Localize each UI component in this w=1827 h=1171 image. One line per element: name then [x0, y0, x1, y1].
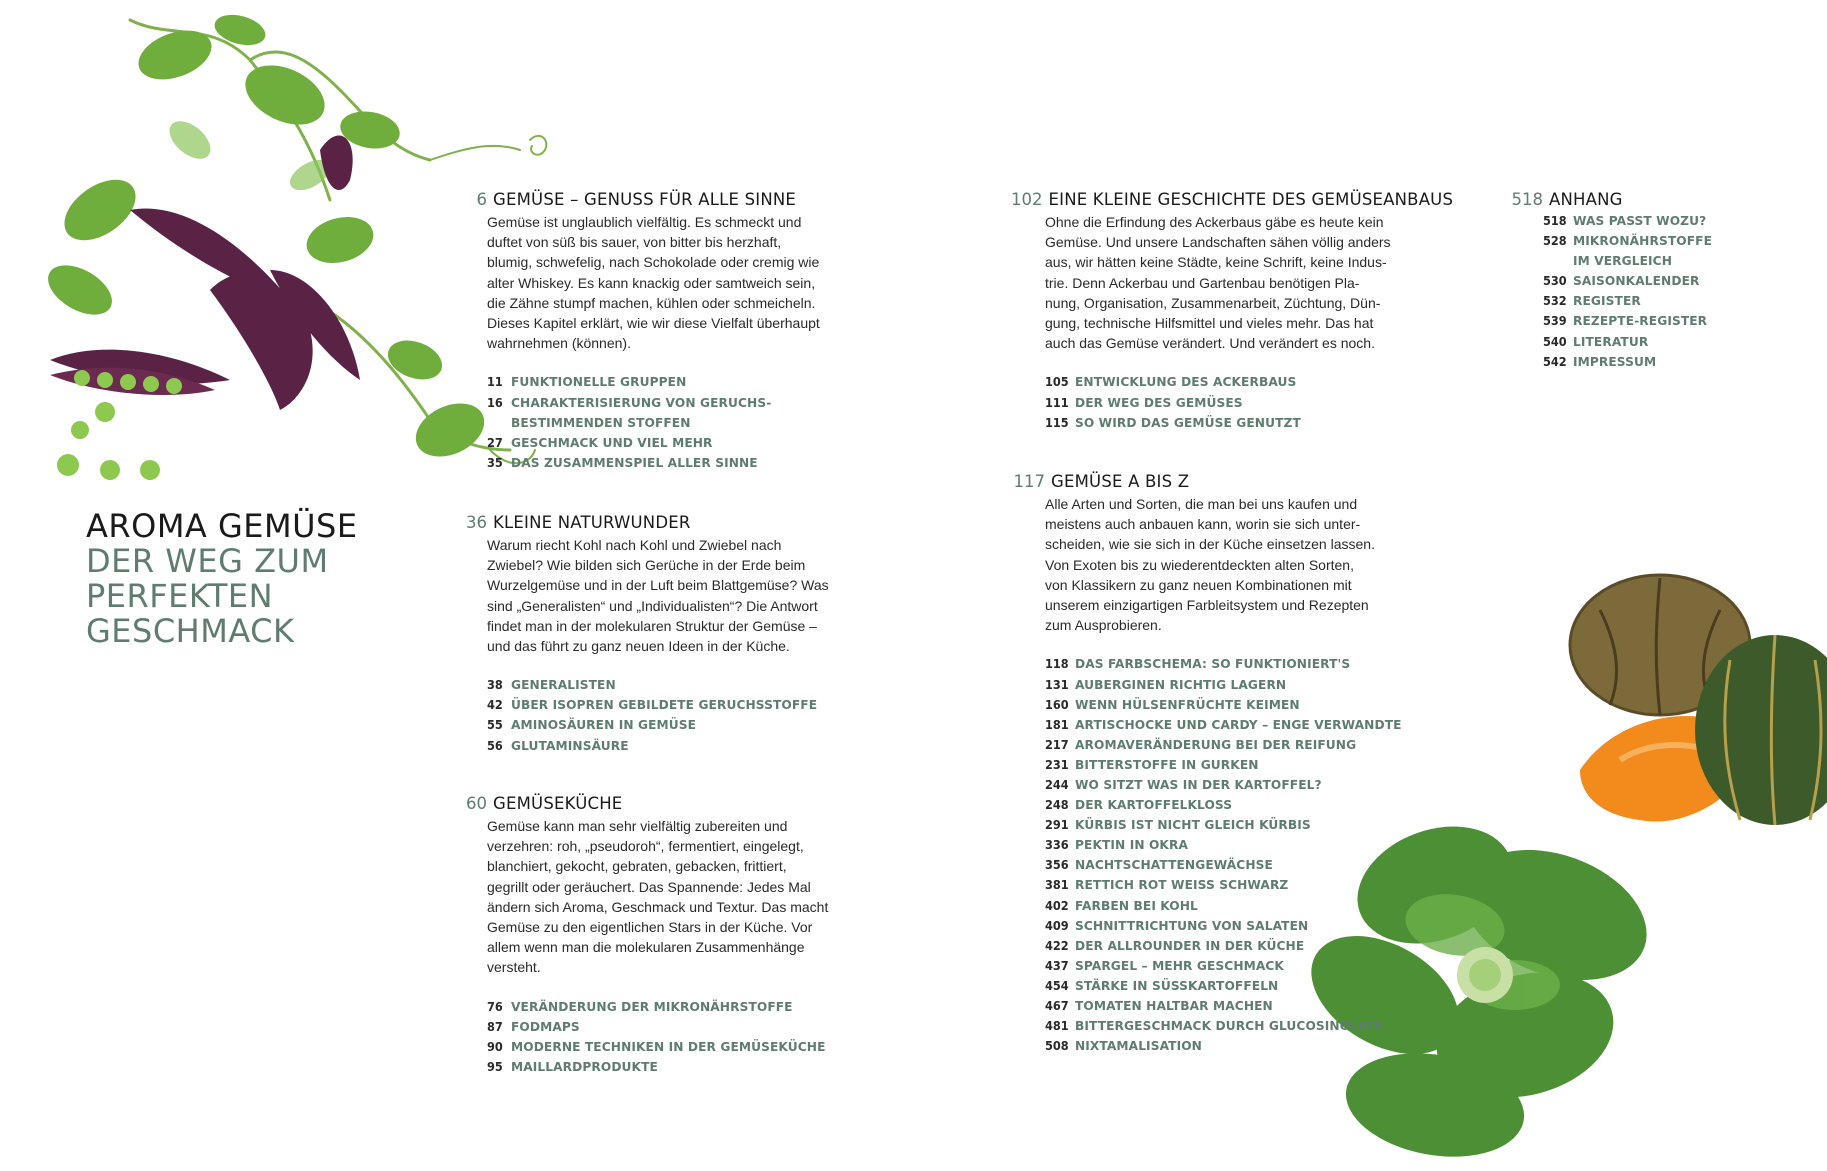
subsection-item[interactable] [1045, 735, 1425, 755]
subsection-page-number: 160 [1045, 696, 1069, 712]
subsection-page-number: 539 [1543, 313, 1567, 329]
chapter-title[interactable]: KLEINE NATURWUNDER [493, 513, 691, 532]
subsection-item[interactable] [1045, 372, 1425, 392]
subsection-label: DAS ZUSAMMENSPIEL ALLER SINNE [511, 455, 758, 470]
subsection-page-number: 291 [1045, 817, 1069, 833]
subsection-label: LITERATUR [1573, 334, 1649, 349]
subsection-page-number: 181 [1045, 716, 1069, 732]
subsection-label: NIXTAMALISATION [1075, 1039, 1202, 1054]
chapter-description: Warum riecht Kohl nach Kohl und Zwiebel nach Zwiebel? Wie bilden sich Gerüche in der Erde beim Wurzelgemüse und in der Luft beim Blattgemüse? Was sind „Generalisten“ und „Individualisten“? Die Antwort findet man in der molekularen Struktur der Gemüse – und das führt zu ganz neuen Ideen in der Küche. [487, 537, 829, 655]
subsection-label: ENTWICKLUNG DES ACKERBAUS [1075, 375, 1297, 390]
subsection-item[interactable] [487, 997, 867, 1017]
subsection-list [487, 997, 867, 1077]
subsection-page-number: 76 [487, 998, 503, 1014]
chapter-36 [466, 513, 867, 756]
subsection-page-number: 381 [1045, 877, 1069, 893]
subsection-label: NACHTSCHATTENGEWÄCHSE [1075, 858, 1273, 873]
subsection-label: MAILLARDPRODUKTE [511, 1059, 658, 1074]
subsection-item[interactable] [1045, 815, 1425, 835]
pea-pods-image [10, 0, 570, 500]
subsection-item[interactable] [487, 715, 867, 735]
subsection-item[interactable] [487, 1057, 867, 1077]
subsection-page-number: 540 [1543, 333, 1567, 349]
subsection-item[interactable] [1045, 1036, 1425, 1056]
subsection-label: FARBEN BEI KOHL [1075, 898, 1198, 913]
chapter-description: Alle Arten und Sorten, die man bei uns kaufen und meistens auch anbauen kann, worin sie sich unter- scheiden, wie sie sich in der Küche einsetzen lassen. Von Exoten bis zu wiederentdeckten alten Sorten, von Klassikern zu ganz neuen Kombinationen mit unserem einzigartigen Farbleitsystem und Rezepten zum Ausprobieren. [1045, 496, 1375, 634]
subsection-item[interactable] [1045, 835, 1425, 855]
subsection-item[interactable] [1045, 654, 1425, 674]
subsection-item[interactable] [1543, 291, 1793, 311]
chapter-page-number: 102 [1011, 190, 1043, 209]
subsection-item[interactable] [1045, 996, 1425, 1016]
subsection-item[interactable] [487, 675, 867, 695]
subsection-page-number: 454 [1045, 977, 1069, 993]
subsection-item[interactable] [1045, 855, 1425, 875]
chapter-title[interactable]: GEMÜSEKÜCHE [493, 794, 623, 813]
subsection-label: WO SITZT WAS IN DER KARTOFFEL? [1075, 777, 1322, 792]
subsection-item[interactable] [1045, 916, 1425, 936]
subsection-item[interactable] [487, 372, 867, 392]
subsection-label: BITTERSTOFFE IN GURKEN [1075, 757, 1259, 772]
subsection-label: MODERNE TECHNIKEN IN DER GEMÜSEKÜCHE [511, 1039, 826, 1054]
subsection-page-number: 481 [1045, 1018, 1069, 1034]
subsection-label: RETTICH ROT WEISS SCHWARZ [1075, 878, 1289, 893]
subsection-label: TOMATEN HALTBAR MACHEN [1075, 999, 1273, 1014]
subsection-label: FODMAPS [511, 1019, 580, 1034]
chapter-title[interactable]: GEMÜSE – GENUSS FÜR ALLE SINNE [493, 190, 797, 209]
subsection-page-number: 118 [1045, 656, 1069, 672]
subsection-page-number: 248 [1045, 797, 1069, 813]
subsection-label: VERÄNDERUNG DER MIKRONÄHRSTOFFE [511, 999, 793, 1014]
subsection-label: SPARGEL – MEHR GESCHMACK [1075, 958, 1284, 973]
subsection-page-number: 422 [1045, 937, 1069, 953]
subsection-list [487, 372, 867, 472]
chapter-anhang [1511, 190, 1793, 372]
subsection-item[interactable] [1543, 352, 1793, 372]
subsection-page-number: 528 [1543, 233, 1567, 249]
chapter-page-number: 518 [1511, 190, 1543, 209]
subsection-page-number: 356 [1045, 857, 1069, 873]
subsection-page-number: 217 [1045, 736, 1069, 752]
subsection-label: CHARAKTERISIERUNG VON GERUCHS- BESTIMMENDEN STOFFEN [511, 395, 772, 430]
subsection-item[interactable] [487, 695, 867, 715]
subsection-label: GLUTAMINSÄURE [511, 738, 629, 753]
subsection-item[interactable] [1045, 393, 1425, 413]
subsection-label: MIKRONÄHRSTOFFE IM VERGLEICH [1573, 234, 1712, 269]
subsection-label: DER KARTOFFELKLOSS [1075, 798, 1233, 813]
subsection-item[interactable] [1543, 211, 1793, 231]
subsection-item[interactable] [1045, 795, 1425, 815]
subsection-item[interactable] [487, 393, 867, 433]
subsection-label: GENERALISTEN [511, 678, 616, 693]
subsection-item[interactable] [1045, 775, 1425, 795]
subsection-list [1045, 654, 1425, 1056]
chapter-60 [466, 794, 867, 1077]
chapter-102 [1011, 190, 1454, 433]
subsection-item[interactable] [1045, 936, 1425, 956]
subsection-page-number: 409 [1045, 917, 1069, 933]
book-subtitle: DER WEG ZUM PERFEKTEN GESCHMACK [86, 542, 329, 650]
subsection-item[interactable] [1045, 896, 1425, 916]
subsection-page-number: 90 [487, 1038, 503, 1054]
subsection-label: AROMAVERÄNDERUNG BEI DER REIFUNG [1075, 737, 1357, 752]
subsection-page-number: 131 [1045, 676, 1069, 692]
chapter-description: Gemüse ist unglaublich vielfältig. Es schmeckt und duftet von süß bis sauer, von bitter bis herzhaft, blumig, schwefelig, nach Schokolade oder cremig wie alter Whiskey. Es kann knackig oder samtweich sein, die Zähne stumpf machen, kühlen oder schmeicheln. Dieses Kapitel erklärt, wie wir diese Vielfalt überhaupt wahrnehmen (können). [487, 214, 820, 352]
chapter-6 [476, 190, 867, 473]
subsection-page-number: 542 [1543, 353, 1567, 369]
subsection-label: WAS PASST WOZU? [1573, 214, 1707, 228]
chapter-page-number: 6 [476, 190, 487, 209]
subsection-item[interactable] [487, 453, 867, 473]
subsection-label: BITTERGESCHMACK DURCH GLUCOSINOLATE [1075, 1019, 1384, 1034]
subsection-label: IMPRESSUM [1573, 354, 1657, 369]
chapter-117 [1013, 472, 1425, 1056]
subsection-label: REZEPTE-REGISTER [1573, 314, 1708, 329]
subsection-page-number: 231 [1045, 756, 1069, 772]
subsection-item[interactable] [1045, 695, 1425, 715]
subsection-label: PEKTIN IN OKRA [1075, 838, 1188, 853]
subsection-page-number: 402 [1045, 897, 1069, 913]
subsection-page-number: 508 [1045, 1038, 1069, 1054]
subsection-page-number: 115 [1045, 414, 1069, 430]
subsection-label: DER ALLROUNDER IN DER KÜCHE [1075, 938, 1305, 953]
subsection-page-number: 518 [1543, 213, 1567, 228]
subsection-page-number: 42 [487, 697, 503, 713]
subsection-page-number: 111 [1045, 394, 1069, 410]
subsection-label: SAISONKALENDER [1573, 274, 1700, 289]
subsection-label: WENN HÜLSENFRÜCHTE KEIMEN [1075, 697, 1300, 712]
subsection-label: STÄRKE IN SÜSSKARTOFFELN [1075, 978, 1279, 993]
subsection-list [1045, 372, 1425, 432]
book-title: AROMA GEMÜSE [86, 507, 358, 545]
subsection-page-number: 437 [1045, 957, 1069, 973]
subsection-page-number: 38 [487, 677, 503, 693]
subsection-item[interactable] [487, 433, 867, 453]
subsection-item[interactable] [1543, 311, 1793, 331]
subsection-page-number: 95 [487, 1058, 503, 1074]
subsection-label: GESCHMACK UND VIEL MEHR [511, 435, 713, 450]
subsection-page-number: 244 [1045, 776, 1069, 792]
subsection-label: ARTISCHOCKE UND CARDY – ENGE VERWANDTE [1075, 717, 1402, 732]
chapter-title[interactable]: GEMÜSE A BIS Z [1051, 472, 1190, 491]
subsection-item[interactable] [1045, 755, 1425, 775]
subsection-item[interactable] [1045, 1016, 1425, 1036]
subsection-page-number: 532 [1543, 293, 1567, 309]
chapter-page-number: 60 [466, 794, 487, 813]
chapter-title[interactable]: EINE KLEINE GESCHICHTE DES GEMÜSEANBAUS [1048, 190, 1454, 209]
subsection-item[interactable] [487, 1017, 867, 1037]
subsection-page-number: 35 [487, 454, 503, 470]
subsection-list [487, 675, 867, 755]
subsection-item[interactable] [1045, 715, 1425, 735]
subsection-page-number: 336 [1045, 837, 1069, 853]
subsection-page-number: 11 [487, 374, 503, 390]
subsection-label: DER WEG DES GEMÜSES [1075, 395, 1243, 410]
subsection-item[interactable] [1045, 675, 1425, 695]
subsection-page-number: 87 [487, 1018, 503, 1034]
subsection-item[interactable] [1543, 332, 1793, 352]
subsection-item[interactable] [1543, 231, 1793, 271]
subsection-label: SO WIRD DAS GEMÜSE GENUTZT [1075, 415, 1301, 430]
subsection-item[interactable] [1045, 956, 1425, 976]
subsection-page-number: 105 [1045, 374, 1069, 390]
subsection-list [1543, 211, 1793, 372]
chapter-description: Ohne die Erfindung des Ackerbaus gäbe es heute kein Gemüse. Und unsere Landschaften sähen völlig anders aus, wir hätten keine Städte, keine Schrift, keine Indus- trie. Denn Ackerbau und Gartenbau benötigen Pla- nung, Organisation, Zusammenarbeit, Züchtung, Dün- gung, technische Hilfsmittel und vieles mehr. Das hat auch das Gemüse verändert. Und verändert es noch. [1045, 214, 1391, 352]
title-block [86, 508, 466, 649]
subsection-label: ÜBER ISOPREN GEBILDETE GERUCHSSTOFFE [511, 698, 818, 713]
subsection-label: DAS FARBSCHEMA: SO FUNKTIONIERT'S [1075, 657, 1351, 672]
chapter-page-number: 117 [1013, 472, 1045, 491]
subsection-label: KÜRBIS IST NICHT GLEICH KÜRBIS [1075, 818, 1311, 833]
subsection-label: REGISTER [1573, 294, 1641, 309]
subsection-label: SCHNITTRICHTUNG VON SALATEN [1075, 918, 1309, 933]
chapter-title[interactable]: ANHANG [1549, 190, 1623, 209]
subsection-page-number: 55 [487, 717, 503, 733]
subsection-item[interactable] [1543, 271, 1793, 291]
chapter-page-number: 36 [466, 513, 487, 532]
chapter-description: Gemüse kann man sehr vielfältig zubereiten und verzehren: roh, „pseudoroh“, fermentiert, eingelegt, blanchiert, gekocht, gebraten, gebacken, frittiert, gegrillt oder geräuchert. Das Spannende: Jedes Mal ändern sich Aroma, Geschmack und Textur. Das macht Gemüse zu den eigentlichen Stars in der Küche. Vor allem wenn man die molekularen Zusammenhänge versteht. [487, 818, 829, 976]
subsection-label: AMINOSÄUREN IN GEMÜSE [511, 718, 697, 733]
subsection-page-number: 56 [487, 737, 503, 753]
subsection-item[interactable] [487, 736, 867, 756]
subsection-item[interactable] [487, 1037, 867, 1057]
subsection-item[interactable] [1045, 976, 1425, 996]
subsection-label: FUNKTIONELLE GRUPPEN [511, 375, 687, 390]
subsection-label: AUBERGINEN RICHTIG LAGERN [1075, 677, 1287, 692]
subsection-item[interactable] [1045, 413, 1425, 433]
subsection-item[interactable] [1045, 875, 1425, 895]
subsection-page-number: 467 [1045, 998, 1069, 1014]
subsection-page-number: 530 [1543, 273, 1567, 289]
subsection-page-number: 16 [487, 394, 503, 410]
subsection-page-number: 27 [487, 434, 503, 450]
